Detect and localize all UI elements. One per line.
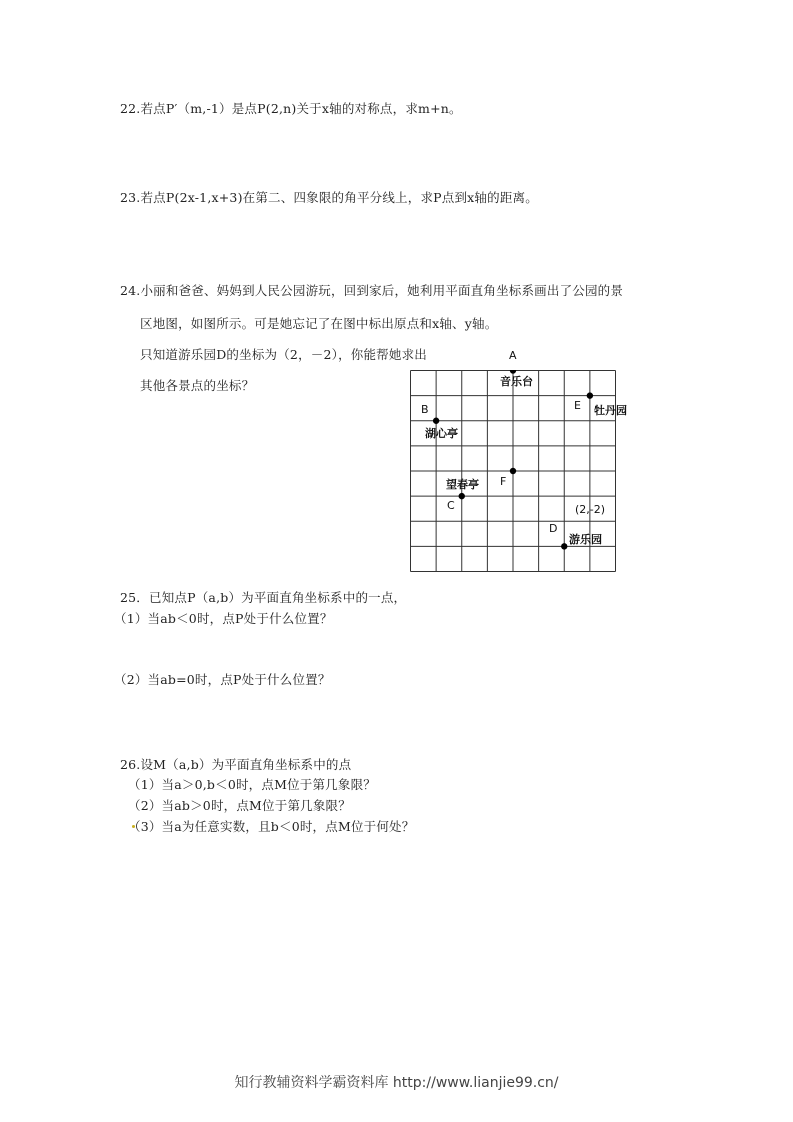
point-b-letter: B: [421, 403, 429, 416]
question-26-line1: 26.设M（a,b）为平面直角坐标系中的点: [120, 757, 352, 772]
map-point-e: [587, 392, 593, 398]
map-point-f: [510, 468, 516, 474]
point-b-name: 湖心亭: [425, 427, 458, 440]
point-c-name: 望春亭: [446, 478, 479, 491]
question-25-part2: （2）当ab=0时，点P处于什么位置？: [114, 672, 331, 687]
point-a-letter: A: [509, 349, 517, 362]
question-25-line1: 25．已知点P（a,b）为平面直角坐标系中的一点，: [120, 590, 407, 605]
point-e-letter: E: [574, 399, 581, 412]
question-24-line3: 只知道游乐园D的坐标为（2，－2），你能帮她求出: [140, 347, 427, 362]
map-point-b: [433, 418, 439, 424]
point-d-coord: (2,-2): [575, 503, 606, 516]
map-point-c: [459, 493, 465, 499]
point-d-name: 游乐园: [569, 533, 602, 546]
question-22: 22.若点P′（m,-1）是点P(2,n)关于x轴的对称点，求m+n。: [120, 101, 462, 116]
question-25-part1: （1）当ab＜0时，点P处于什么位置？: [114, 611, 333, 626]
point-c-letter: C: [447, 499, 455, 512]
question-24-line2: 区地图，如图所示。可是她忘记了在图中标出原点和x轴、y轴。: [140, 316, 498, 331]
question-26-part1: （1）当a＞0,b＜0时，点M位于第几象限？: [128, 777, 376, 792]
question-23: 23.若点P(2x-1,x+3)在第二、四象限的角平分线上，求P点到x轴的距离。: [120, 190, 538, 205]
point-a-name: 音乐台: [500, 375, 533, 388]
question-24-line4: 其他各景点的坐标？: [140, 378, 255, 393]
map-point-d: [561, 543, 567, 549]
footer-watermark: 知行教辅资料学霸资料库 http://www.lianjie99.cn/: [234, 1075, 559, 1091]
point-e-name: 牡丹园: [594, 404, 627, 417]
question-26-part3: （3）当a为任意实数，且b＜0时，点M位于何处？: [128, 819, 415, 834]
question-26-part2: （2）当ab＞0时，点M位于第几象限？: [128, 798, 351, 813]
point-f-letter: F: [500, 475, 507, 488]
question-24-line1: 24.小丽和爸爸、妈妈到人民公园游玩，回到家后，她利用平面直角坐标系画出了公园的景: [120, 283, 624, 298]
point-d-letter: D: [549, 522, 558, 535]
